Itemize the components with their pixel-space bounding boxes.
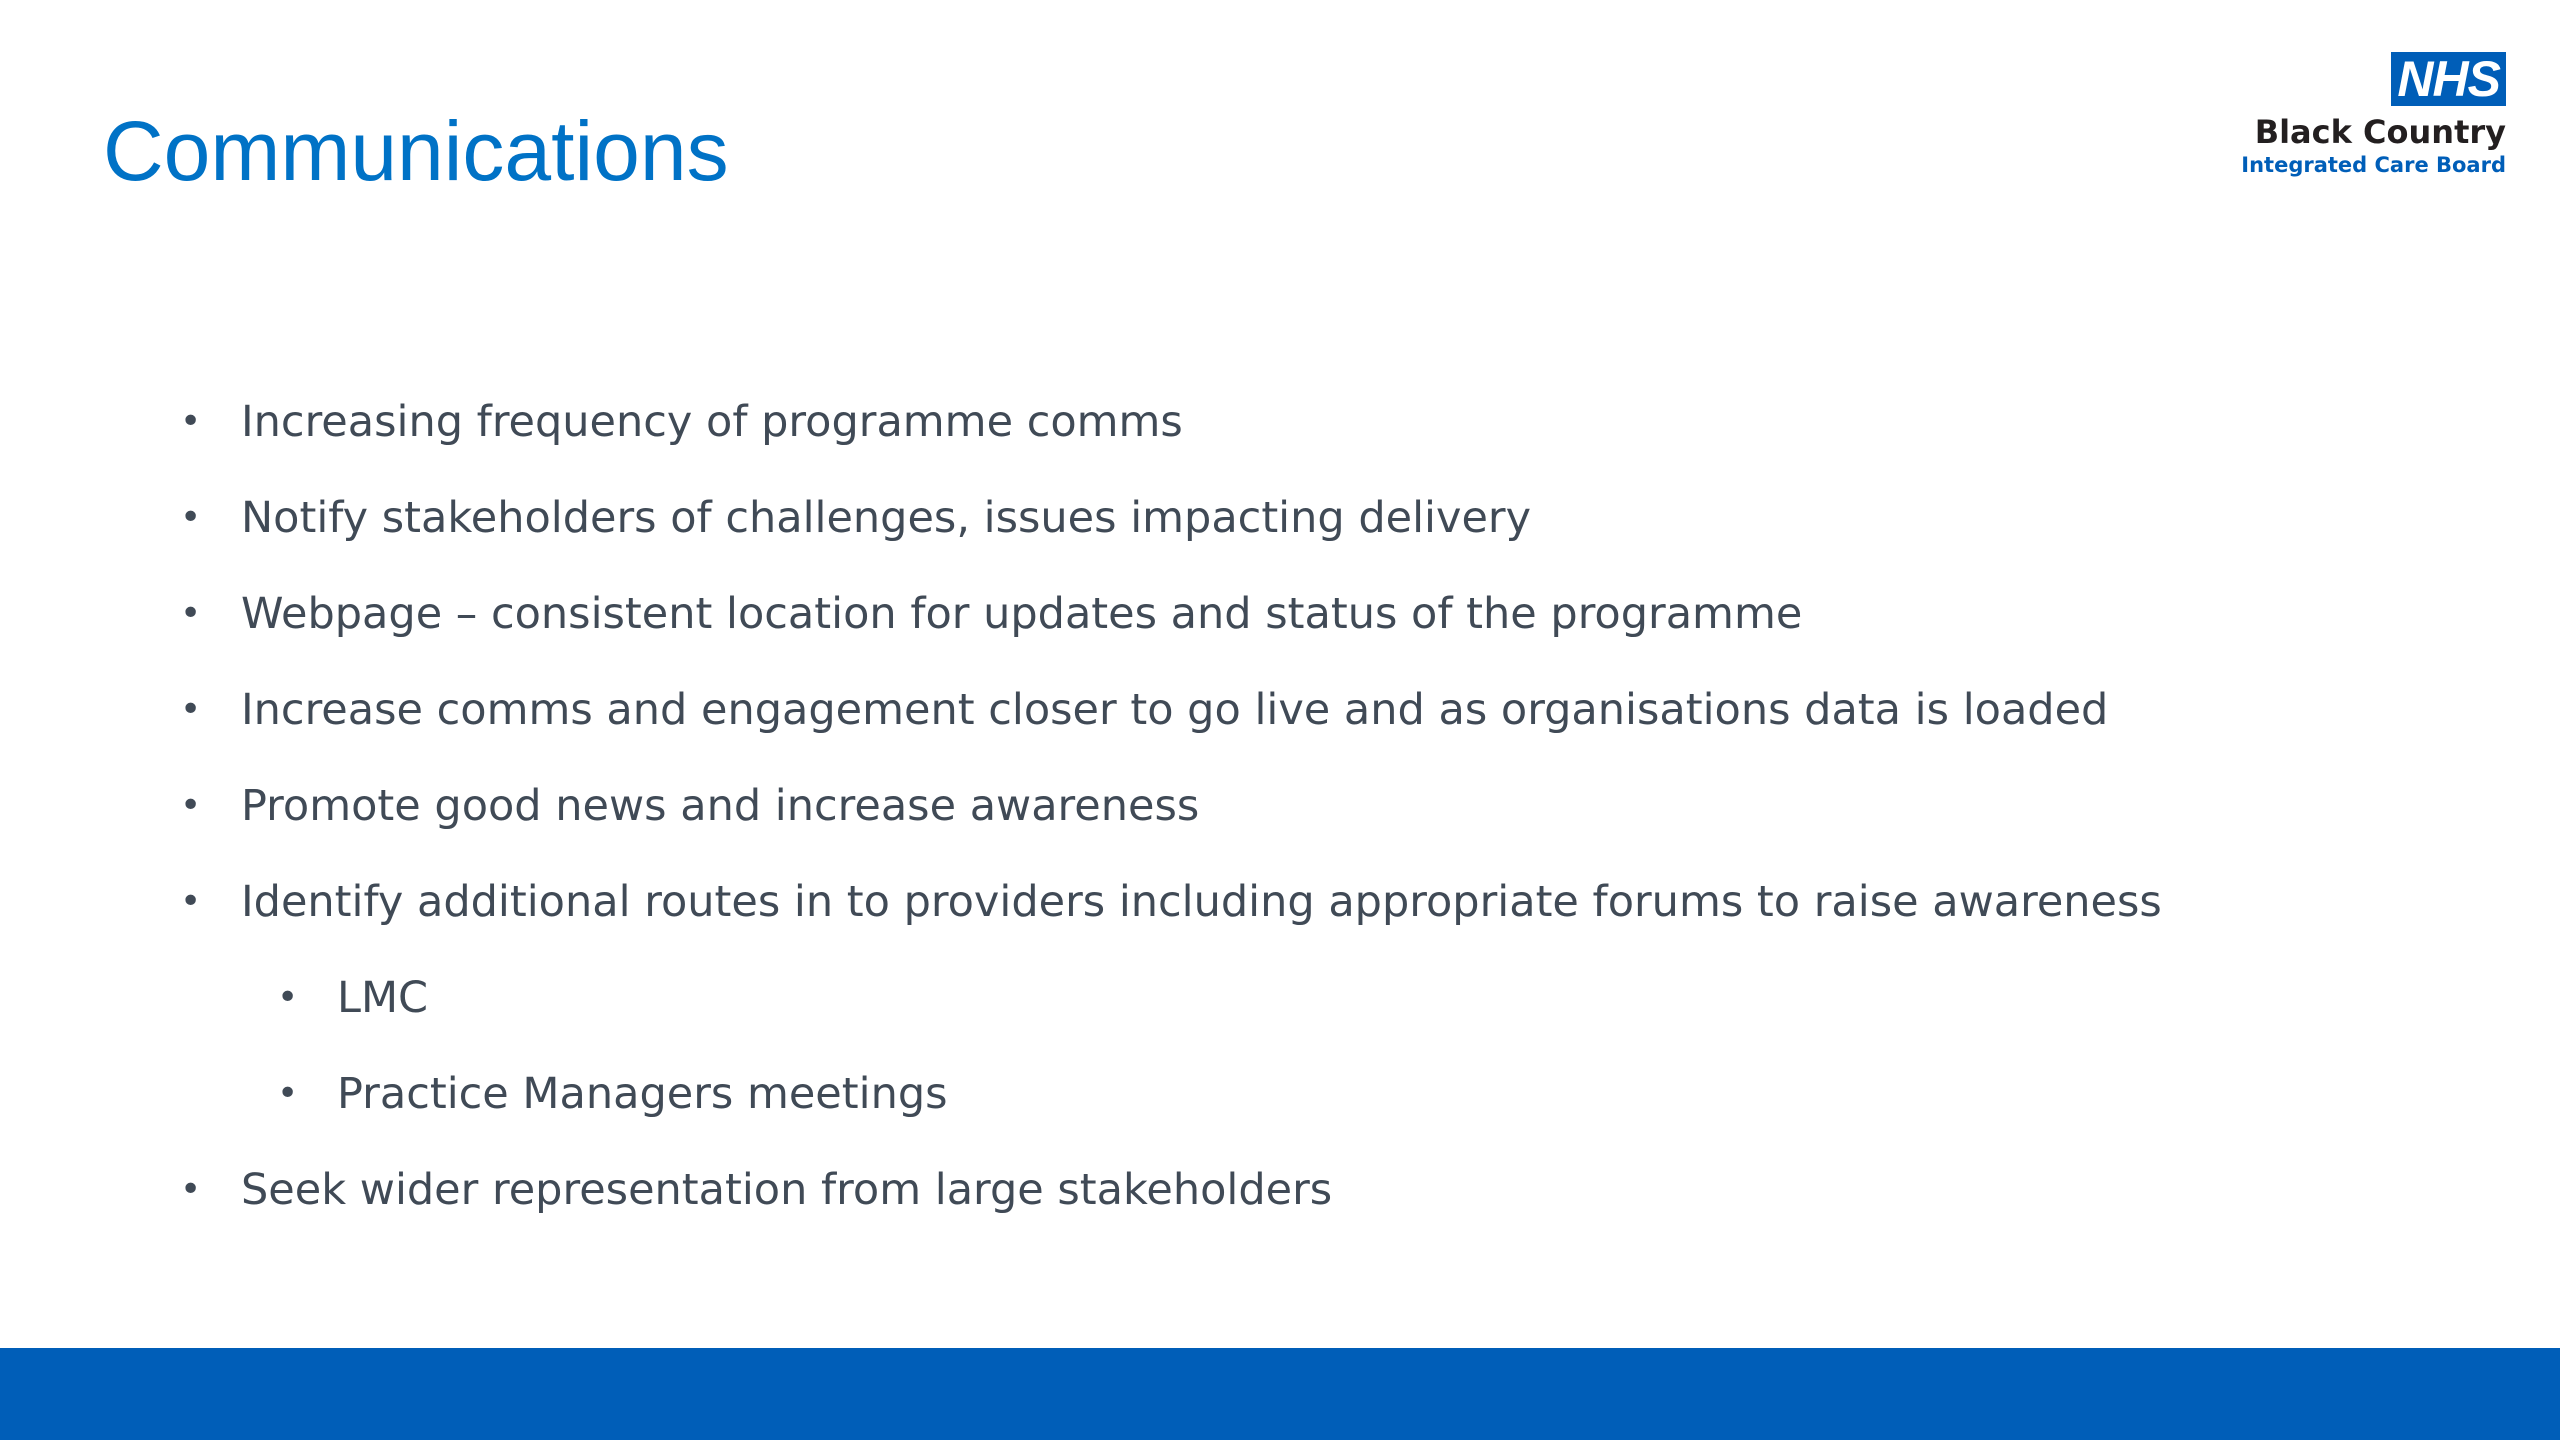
bullet-dot-icon: • [277, 1073, 299, 1114]
bullet-dot-icon: • [180, 497, 202, 538]
bullet-dot-icon: • [180, 785, 202, 826]
bullet-dot-icon: • [180, 593, 202, 634]
sub-bullet-text: LMC [337, 973, 429, 1023]
bullet-dot-icon: • [180, 401, 202, 442]
bullet-text: Increase comms and engagement closer to go live and as organisations data is loaded [241, 685, 2109, 735]
bullet-item [0, 374, 2460, 470]
sub-bullet-item [0, 1046, 2460, 1142]
bullet-list [0, 374, 2460, 1238]
bullet-dot-icon: • [277, 977, 299, 1018]
footer-bar [0, 1348, 2560, 1440]
bullet-item [0, 758, 2460, 854]
bullet-text: Webpage – consistent location for updates and status of the programme [241, 589, 1803, 639]
nhs-logo-mark: NHS [2391, 52, 2506, 106]
bullet-text: Increasing frequency of programme comms [241, 397, 1183, 447]
bullet-text: Notify stakeholders of challenges, issues impacting delivery [241, 493, 1532, 543]
slide-title: Communications [103, 104, 729, 198]
logo-org-subtitle: Integrated Care Board [2241, 153, 2506, 177]
bullet-item [0, 854, 2460, 950]
bullet-dot-icon: • [180, 881, 202, 922]
bullet-text: Identify additional routes in to providers including appropriate forums to raise awareness [241, 877, 2162, 927]
bullet-text: Promote good news and increase awareness [241, 781, 1200, 831]
bullet-item [0, 566, 2460, 662]
logo-org-name: Black Country [2254, 113, 2506, 151]
bullet-item [0, 662, 2460, 758]
bullet-text: Seek wider representation from large stakeholders [241, 1165, 1333, 1215]
bullet-item [0, 1142, 2460, 1238]
sub-bullet-item [0, 950, 2460, 1046]
sub-bullet-text: Practice Managers meetings [337, 1069, 948, 1119]
bullet-dot-icon: • [180, 689, 202, 730]
bullet-item [0, 470, 2460, 566]
bullet-dot-icon: • [180, 1169, 202, 1210]
nhs-black-country-logo [2206, 52, 2506, 178]
